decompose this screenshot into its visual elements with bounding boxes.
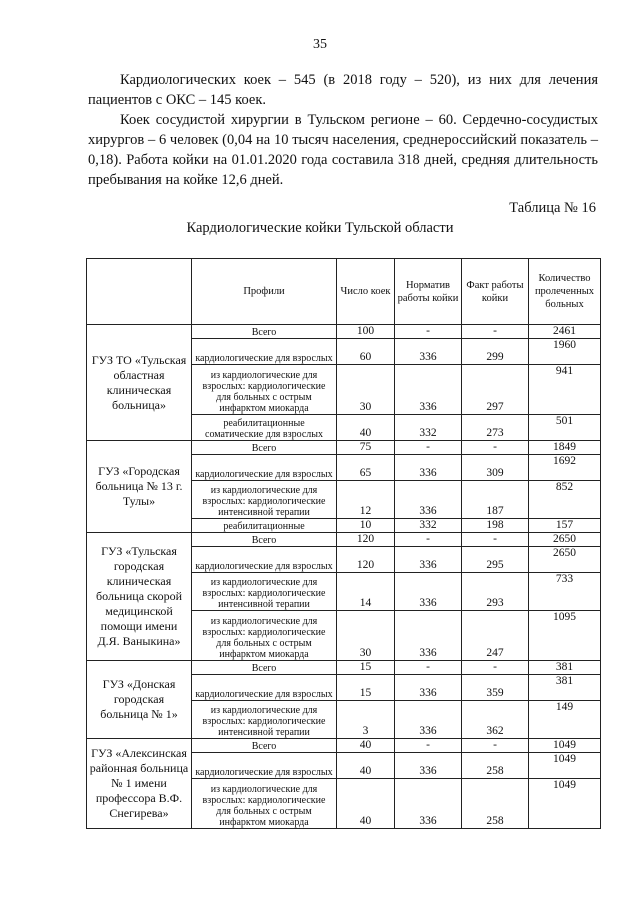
- fact-cell: 293: [462, 573, 529, 611]
- beds-cell: 3: [337, 701, 395, 739]
- header-norm: Норматив работы койки: [395, 259, 462, 325]
- fact-cell: 258: [462, 753, 529, 779]
- patients-cell: 149: [529, 701, 601, 739]
- beds-cell: 120: [337, 547, 395, 573]
- norm-cell: -: [395, 441, 462, 455]
- fact-cell: 362: [462, 701, 529, 739]
- beds-cell: 100: [337, 325, 395, 339]
- patients-cell: 1049: [529, 779, 601, 829]
- patients-cell: 157: [529, 519, 601, 533]
- cardiology-beds-table: [86, 258, 601, 829]
- patients-cell: 941: [529, 365, 601, 415]
- beds-cell: 14: [337, 573, 395, 611]
- norm-cell: 336: [395, 611, 462, 661]
- patients-cell: 1049: [529, 753, 601, 779]
- norm-cell: 336: [395, 455, 462, 481]
- profile-cell: из кардиологические для взрослых: кардиологические интенсивной терапии: [192, 701, 337, 739]
- norm-cell: 332: [395, 415, 462, 441]
- fact-cell: 273: [462, 415, 529, 441]
- page-number: 35: [313, 37, 327, 52]
- norm-cell: 336: [395, 779, 462, 829]
- profile-cell: из кардиологические для взрослых: кардиологические для больных с острым инфарктом миокарда: [192, 611, 337, 661]
- header-org: [87, 259, 192, 325]
- header-patients: Количество пролеченных больных: [529, 259, 601, 325]
- norm-cell: 336: [395, 365, 462, 415]
- patients-cell: 2461: [529, 325, 601, 339]
- fact-cell: -: [462, 661, 529, 675]
- norm-cell: 336: [395, 675, 462, 701]
- paragraph-vascular-surgery: Коек сосудистой хирургии в Тульском регионе – 60. Сердечно-сосудистых хирургов – 6 человек (0,04 на 10 тысяч населения, среднероссийский показатель – 0,18). Работа койки на 01.01.2020 года составила 318 дней, средняя длительность пребывания на койке 12,6 дней.: [88, 112, 598, 188]
- beds-cell: 40: [337, 739, 395, 753]
- fact-cell: 299: [462, 339, 529, 365]
- table-row: [87, 533, 601, 547]
- beds-cell: 30: [337, 611, 395, 661]
- norm-cell: 332: [395, 519, 462, 533]
- fact-cell: 198: [462, 519, 529, 533]
- patients-cell: 733: [529, 573, 601, 611]
- beds-cell: 15: [337, 675, 395, 701]
- profile-cell: Всего: [192, 533, 337, 547]
- profile-cell: из кардиологические для взрослых: кардиологические для больных с острым инфарктом миокарда: [192, 779, 337, 829]
- header-fact: Факт работы койки: [462, 259, 529, 325]
- patients-cell: 1692: [529, 455, 601, 481]
- table-row: [87, 325, 601, 339]
- org-cell: ГУЗ «Алексинская районная больница № 1 имени профессора В.Ф. Снегирева»: [87, 739, 192, 829]
- patients-cell: 2650: [529, 547, 601, 573]
- beds-cell: 40: [337, 753, 395, 779]
- profile-cell: кардиологические для взрослых: [192, 675, 337, 701]
- profile-cell: Всего: [192, 661, 337, 675]
- fact-cell: 309: [462, 455, 529, 481]
- beds-cell: 60: [337, 339, 395, 365]
- norm-cell: 336: [395, 339, 462, 365]
- fact-cell: -: [462, 441, 529, 455]
- paragraph-cardio-beds: Кардиологических коек – 545 (в 2018 году – 520), из них для лечения пациентов с ОКС – 145 коек.: [88, 72, 598, 108]
- profile-cell: кардиологические для взрослых: [192, 547, 337, 573]
- fact-cell: 247: [462, 611, 529, 661]
- profile-cell: кардиологические для взрослых: [192, 339, 337, 365]
- norm-cell: 336: [395, 753, 462, 779]
- patients-cell: 1849: [529, 441, 601, 455]
- norm-cell: -: [395, 739, 462, 753]
- table-header-row: [87, 259, 601, 325]
- fact-cell: 297: [462, 365, 529, 415]
- profile-cell: кардиологические для взрослых: [192, 753, 337, 779]
- patients-cell: 1049: [529, 739, 601, 753]
- patients-cell: 501: [529, 415, 601, 441]
- beds-cell: 15: [337, 661, 395, 675]
- norm-cell: 336: [395, 547, 462, 573]
- norm-cell: 336: [395, 701, 462, 739]
- org-cell: ГУЗ ТО «Тульская областная клиническая больница»: [87, 325, 192, 441]
- profile-cell: Всего: [192, 441, 337, 455]
- profile-cell: реабилитационные соматические для взрослых: [192, 415, 337, 441]
- fact-cell: -: [462, 325, 529, 339]
- patients-cell: 1095: [529, 611, 601, 661]
- table-row: [87, 739, 601, 753]
- table-number: Таблица № 16: [509, 200, 596, 216]
- fact-cell: 187: [462, 481, 529, 519]
- beds-cell: 40: [337, 415, 395, 441]
- norm-cell: -: [395, 533, 462, 547]
- table-title: Кардиологические койки Тульской области: [186, 220, 454, 236]
- beds-cell: 30: [337, 365, 395, 415]
- norm-cell: -: [395, 661, 462, 675]
- profile-cell: Всего: [192, 325, 337, 339]
- beds-cell: 120: [337, 533, 395, 547]
- profile-cell: из кардиологические для взрослых: кардиологические интенсивной терапии: [192, 573, 337, 611]
- beds-cell: 40: [337, 779, 395, 829]
- fact-cell: 359: [462, 675, 529, 701]
- profile-cell: из кардиологические для взрослых: кардиологические для больных с острым инфарктом миокарда: [192, 365, 337, 415]
- fact-cell: 258: [462, 779, 529, 829]
- beds-cell: 65: [337, 455, 395, 481]
- fact-cell: -: [462, 533, 529, 547]
- patients-cell: 381: [529, 661, 601, 675]
- profile-cell: из кардиологические для взрослых: кардиологические интенсивной терапии: [192, 481, 337, 519]
- org-cell: ГУЗ «Донская городская больница № 1»: [87, 661, 192, 739]
- fact-cell: -: [462, 739, 529, 753]
- beds-cell: 12: [337, 481, 395, 519]
- beds-cell: 10: [337, 519, 395, 533]
- patients-cell: 381: [529, 675, 601, 701]
- profile-cell: реабилитационные: [192, 519, 337, 533]
- org-cell: ГУЗ «Городская больница № 13 г. Тулы»: [87, 441, 192, 533]
- profile-cell: кардиологические для взрослых: [192, 455, 337, 481]
- table-row: [87, 661, 601, 675]
- patients-cell: 2650: [529, 533, 601, 547]
- patients-cell: 1960: [529, 339, 601, 365]
- org-cell: ГУЗ «Тульская городская клиническая больница скорой медицинской помощи имени Д.Я. Ваныкина»: [87, 533, 192, 661]
- norm-cell: 336: [395, 573, 462, 611]
- table-row: [87, 441, 601, 455]
- header-profile: Профили: [192, 259, 337, 325]
- norm-cell: 336: [395, 481, 462, 519]
- header-beds: Число коек: [337, 259, 395, 325]
- beds-cell: 75: [337, 441, 395, 455]
- profile-cell: Всего: [192, 739, 337, 753]
- patients-cell: 852: [529, 481, 601, 519]
- fact-cell: 295: [462, 547, 529, 573]
- norm-cell: -: [395, 325, 462, 339]
